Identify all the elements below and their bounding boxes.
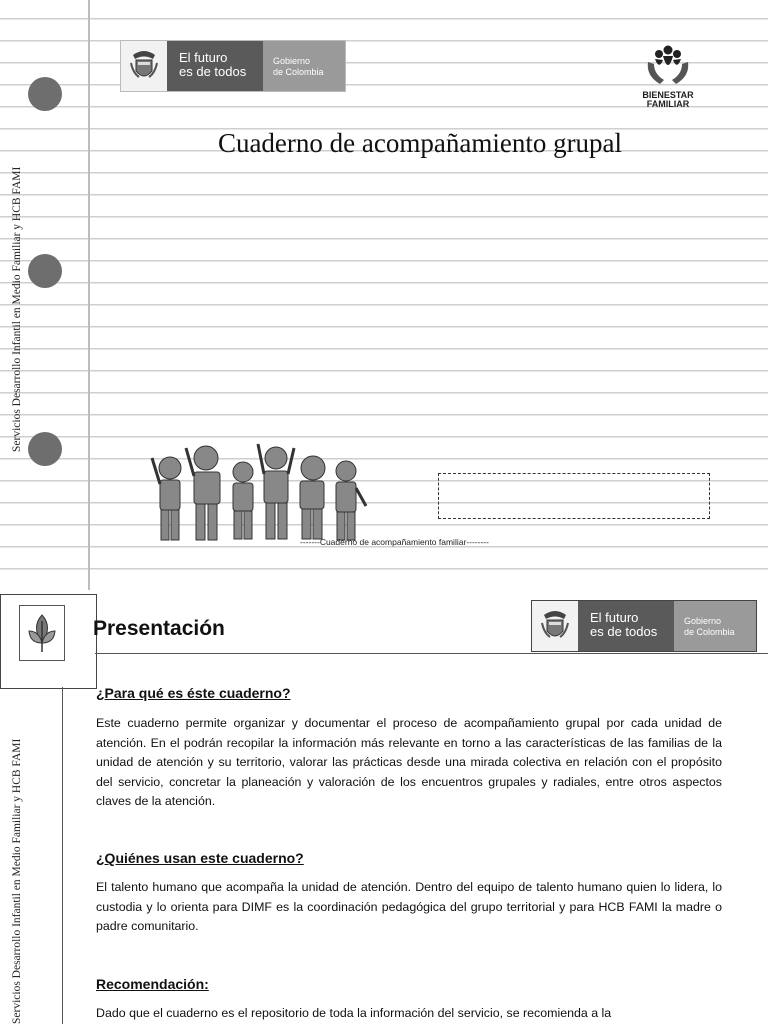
gov-logo	[531, 600, 757, 652]
presentation-page	[0, 590, 768, 1024]
cover-title: Cuaderno de acompañamiento grupal	[217, 128, 623, 158]
margin-line	[62, 687, 63, 1024]
gov-logo	[120, 40, 346, 92]
gobierno-text: Gobierno de Colombia	[674, 601, 756, 651]
family-hands-icon	[642, 44, 694, 86]
dashed-entry-box	[438, 473, 710, 519]
section-text: Este cuaderno permite organizar y documentar el proceso de acompañamiento grupal por cada unidad de atención. En el podrán recopilar la información más relevante en torno a las características de las familias de la unidad de atención y su territorio, valorar las prácticas desde una mirada colectiva en relación con el propósito del servicio, concretar la planeación y valoración de los encuentros grupales y radiales, entre otros aspectos claves de la atención.	[96, 716, 722, 809]
section-text: El talento humano que acompaña la unidad de atención. Dentro del equipo de talento humano quien lo lidera, lo custodia y lo orienta para DIMF es la coordinación pedagógica del grupo territorial y para HCB FAMI la madre o padre comunitario.	[96, 880, 722, 934]
binder-hole	[28, 254, 62, 288]
gobierno-text: Gobierno de Colombia	[263, 41, 345, 91]
binder-hole	[28, 432, 62, 466]
children-illustration	[148, 438, 370, 544]
leaf-icon-box	[0, 594, 97, 689]
vertical-service-text: Servicios Desarrollo Infantil en Medio Familiar y HCB FAMI	[11, 166, 23, 452]
section-heading: ¿Quiénes usan este cuaderno?	[96, 850, 304, 866]
vertical-service-text: Servicios Desarrollo Infantil en Medio Familiar y HCB FAMI	[11, 738, 23, 1024]
page-title: Presentación	[93, 617, 225, 640]
colombia-seal-icon	[121, 41, 167, 91]
bienestar-familiar-logo: BIENESTAR FAMILIAR	[636, 44, 700, 109]
futuro-text: El futuro es de todos	[167, 41, 263, 91]
section-text: Dado que el cuaderno es el repositorio de toda la información del servicio, se recomienda a la	[96, 1006, 612, 1020]
title-rule	[95, 653, 768, 654]
colombia-seal-icon	[532, 601, 578, 651]
leaf-icon	[19, 605, 65, 661]
futuro-text: El futuro es de todos	[578, 601, 674, 651]
section-heading: Recomendación:	[96, 976, 209, 992]
binder-hole	[28, 77, 62, 111]
illustration-caption: -------Cuaderno de acompañamiento familiar--------	[300, 537, 489, 547]
margin-line	[88, 0, 90, 590]
section-heading: ¿Para qué es éste cuaderno?	[96, 685, 291, 701]
